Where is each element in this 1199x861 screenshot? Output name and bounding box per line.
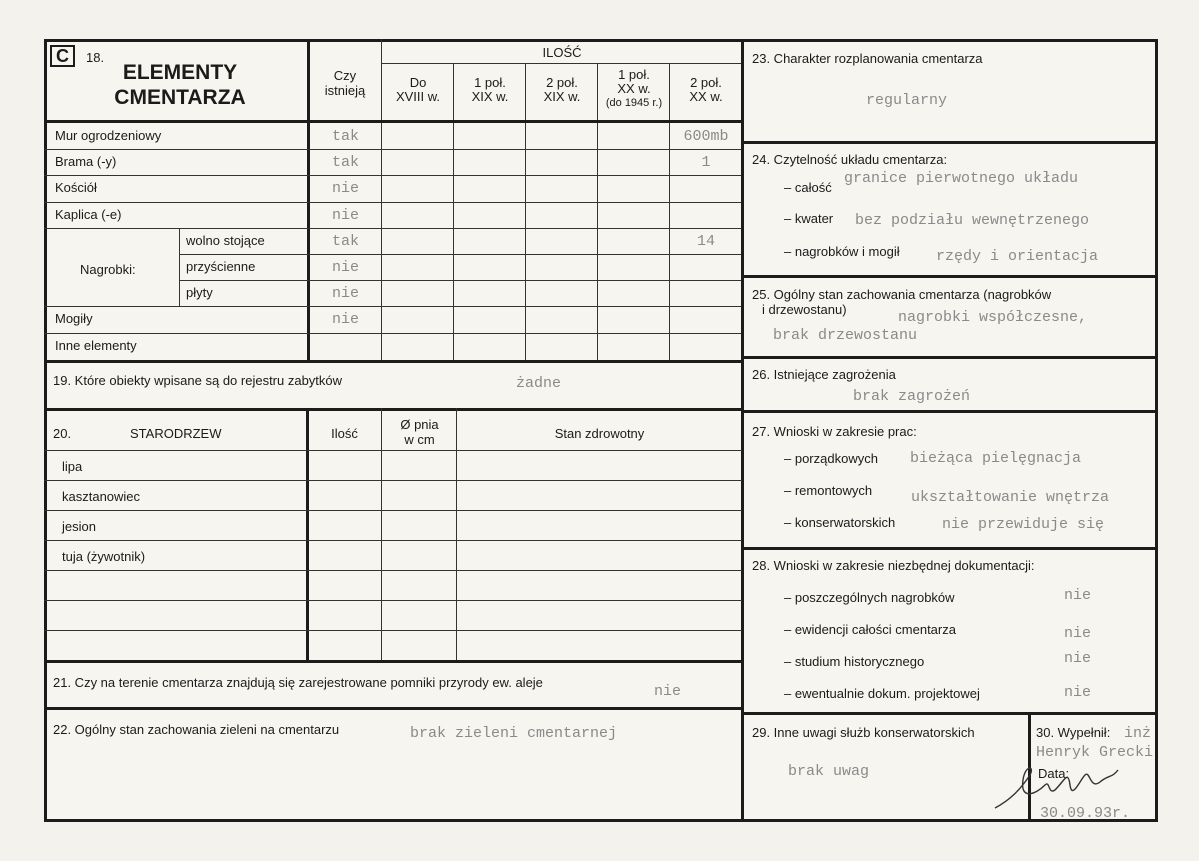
- period-header-line: 1 poł.: [618, 67, 650, 82]
- s27-item-value: ukształtowanie wnętrza: [911, 489, 1110, 506]
- s27-item-value: nie przewiduje się: [942, 516, 1105, 533]
- s30-title: inż: [1124, 725, 1152, 742]
- grid-line: [44, 600, 742, 601]
- s24-item-value: granice pierwotnego układu: [844, 170, 1079, 187]
- s28-item-value: nie: [1064, 625, 1092, 642]
- period-header-line: XX w.: [617, 81, 651, 96]
- s27-item-label: – porządkowych: [784, 451, 878, 466]
- section-letter: C: [56, 46, 69, 66]
- s24-item-label: – kwater: [784, 211, 834, 226]
- grid-line: [44, 175, 742, 176]
- grid-line: [44, 228, 742, 229]
- grid-line: [179, 254, 742, 255]
- grid-line: [742, 410, 1155, 413]
- s28-item-label: – ewidencji całości cmentarza: [784, 622, 956, 637]
- s28-item-label: – studium historycznego: [784, 654, 925, 669]
- grid-line: [381, 63, 742, 64]
- row-label: Kaplica (-e): [55, 207, 122, 222]
- grid-line: [44, 408, 742, 411]
- col-quantity-header: ILOŚĆ: [542, 45, 582, 60]
- grid-line: [742, 356, 1155, 359]
- row-label: Mur ogrodzeniowy: [55, 128, 162, 143]
- period-header: [670, 76, 742, 104]
- s21-value: nie: [654, 683, 682, 700]
- period-header: [454, 76, 526, 104]
- grid-line: [456, 408, 457, 661]
- grid-line: [453, 64, 454, 360]
- s26-value: brak zagrożeń: [853, 388, 971, 405]
- s24-item-value: rzędy i orientacja: [936, 248, 1099, 265]
- grid-line: [306, 408, 309, 661]
- row-exists-value: tak: [331, 154, 359, 171]
- s20-diam-l2: w cm: [404, 432, 435, 447]
- period-header-line: Do: [409, 75, 427, 90]
- period-header-line: XVIII w.: [395, 89, 441, 104]
- s20-diam-l1: Ø pnia: [400, 417, 439, 432]
- grid-line: [381, 39, 382, 360]
- s29-value: brak uwag: [788, 763, 870, 780]
- grid-line: [44, 360, 742, 363]
- graves-label: Nagrobki:: [80, 262, 136, 277]
- row-label: Inne elementy: [55, 338, 137, 353]
- grid-line: [669, 64, 670, 360]
- s28-item-value: nie: [1064, 587, 1092, 604]
- tree-name: lipa: [62, 459, 83, 474]
- row-exists-value: nie: [331, 311, 359, 328]
- section-number: 18.: [86, 50, 105, 65]
- grid-line: [525, 64, 526, 360]
- s27-label: 27. Wnioski w zakresie prac:: [752, 424, 917, 439]
- s25-label-l1: 25. Ogólny stan zachowania cmentarza (nagrobków: [752, 287, 1052, 302]
- s27-item-label: – remontowych: [784, 483, 873, 498]
- section-title-line2: CMENTARZA: [114, 86, 246, 109]
- grid-line: [742, 547, 1155, 550]
- row-exists-value: nie: [331, 259, 359, 276]
- s30-date-label: Data:: [1038, 766, 1070, 781]
- grid-line: [44, 707, 742, 710]
- section-title: [90, 60, 270, 110]
- grid-line: [597, 64, 598, 360]
- row-label: przyścienne: [186, 259, 256, 274]
- s20-qty-header: Ilość: [331, 426, 358, 441]
- row-quantity-value: 600mb: [683, 128, 729, 145]
- grid-line: [179, 280, 742, 281]
- s24-item-value: bez podziału wewnętrzenego: [855, 212, 1090, 229]
- period-header: [382, 76, 454, 104]
- period-header: [598, 68, 670, 110]
- row-label: Kościół: [55, 180, 97, 195]
- s25-value-l2: brak drzewostanu: [773, 327, 918, 344]
- s26-label: 26. Istniejące zagrożenia: [752, 367, 896, 382]
- s27-item-value: bieżąca pielęgnacja: [910, 450, 1082, 467]
- row-label: wolno stojące: [186, 233, 265, 248]
- s30-name: Henryk Grecki: [1036, 744, 1154, 761]
- s24-label: 24. Czytelność układu cmentarza:: [752, 152, 948, 167]
- s21-label: 21. Czy na terenie cmentarza znajdują się zarejestrowane pomniki przyrody ew. aleje: [53, 675, 543, 690]
- grid-line: [44, 510, 742, 511]
- s27-item-label: – konserwatorskich: [784, 515, 896, 530]
- s24-item-label: – nagrobków i mogił: [784, 244, 900, 259]
- row-exists-value: nie: [331, 180, 359, 197]
- signature: [990, 760, 1130, 815]
- s22-label: 22. Ogólny stan zachowania zieleni na cmentarzu: [53, 722, 340, 737]
- grid-line: [742, 275, 1155, 278]
- tree-name: kasztanowiec: [62, 489, 141, 504]
- s20-diam-header: [382, 417, 457, 447]
- period-header-line: XX w.: [689, 89, 723, 104]
- grid-line: [44, 306, 742, 307]
- s30-date: 30.09.93r.: [1040, 805, 1131, 822]
- s28-item-value: nie: [1064, 650, 1092, 667]
- row-label: Mogiły: [55, 311, 93, 326]
- col-exists-l1: Czy: [333, 68, 357, 83]
- row-exists-value: tak: [331, 233, 359, 250]
- s25-value-l1: nagrobki współczesne,: [898, 309, 1088, 326]
- s20-number: 20.: [53, 426, 72, 441]
- s20-title: STARODRZEW: [130, 426, 222, 441]
- row-exists-value: nie: [331, 207, 359, 224]
- s28-item-label: – ewentualnie dokum. projektowej: [784, 686, 980, 701]
- s25-label-l2: i drzewostanu): [762, 302, 847, 317]
- s22-value: brak zieleni cmentarnej: [410, 725, 618, 742]
- grid-line: [44, 149, 742, 150]
- period-header-line: 2 poł.: [546, 75, 578, 90]
- grid-line: [44, 450, 742, 451]
- row-label: płyty: [186, 285, 213, 300]
- grid-line: [742, 712, 1155, 715]
- tree-name: jesion: [62, 519, 96, 534]
- period-header: [526, 76, 598, 104]
- s28-label: 28. Wnioski w zakresie niezbędnej dokumentacji:: [752, 558, 1035, 573]
- grid-line: [44, 540, 742, 541]
- row-exists-value: tak: [331, 128, 359, 145]
- s30-label: 30. Wypełnił:: [1036, 725, 1111, 740]
- period-header-line: XIX w.: [543, 89, 581, 104]
- grid-line: [44, 660, 742, 663]
- grid-line: [742, 141, 1155, 144]
- s19-value: żadne: [516, 375, 562, 392]
- grid-line: [179, 228, 180, 306]
- grid-line: [44, 480, 742, 481]
- row-quantity-value: 1: [701, 154, 711, 171]
- row-exists-value: nie: [331, 285, 359, 302]
- grid-line: [44, 202, 742, 203]
- s19-label: 19. Które obiekty wpisane są do rejestru zabytków: [53, 373, 343, 388]
- s24-item-label: – całość: [784, 180, 832, 195]
- tree-name: tuja (żywotnik): [62, 549, 146, 564]
- period-header-line: 2 poł.: [690, 75, 722, 90]
- period-header-line: (do 1945 r.): [605, 97, 663, 109]
- s28-item-label: – poszczególnych nagrobków: [784, 590, 955, 605]
- s28-item-value: nie: [1064, 684, 1092, 701]
- grid-line: [44, 630, 742, 631]
- row-label: Brama (-y): [55, 154, 117, 169]
- section-title-line1: ELEMENTY: [122, 61, 238, 84]
- grid-line: [381, 408, 382, 661]
- s29-label: 29. Inne uwagi służb konserwatorskich: [752, 725, 975, 740]
- s23-value: regularny: [866, 92, 948, 109]
- grid-line: [44, 570, 742, 571]
- period-header-line: 1 poł.: [474, 75, 506, 90]
- s20-health-header: Stan zdrowotny: [554, 426, 645, 441]
- row-quantity-value: 14: [696, 233, 715, 250]
- col-exists-header: [309, 68, 381, 98]
- col-exists-l2: istnieją: [324, 83, 366, 98]
- period-header-line: XIX w.: [471, 89, 509, 104]
- grid-line: [44, 333, 742, 334]
- grid-line: [44, 120, 742, 123]
- s23-label: 23. Charakter rozplanowania cmentarza: [752, 51, 983, 66]
